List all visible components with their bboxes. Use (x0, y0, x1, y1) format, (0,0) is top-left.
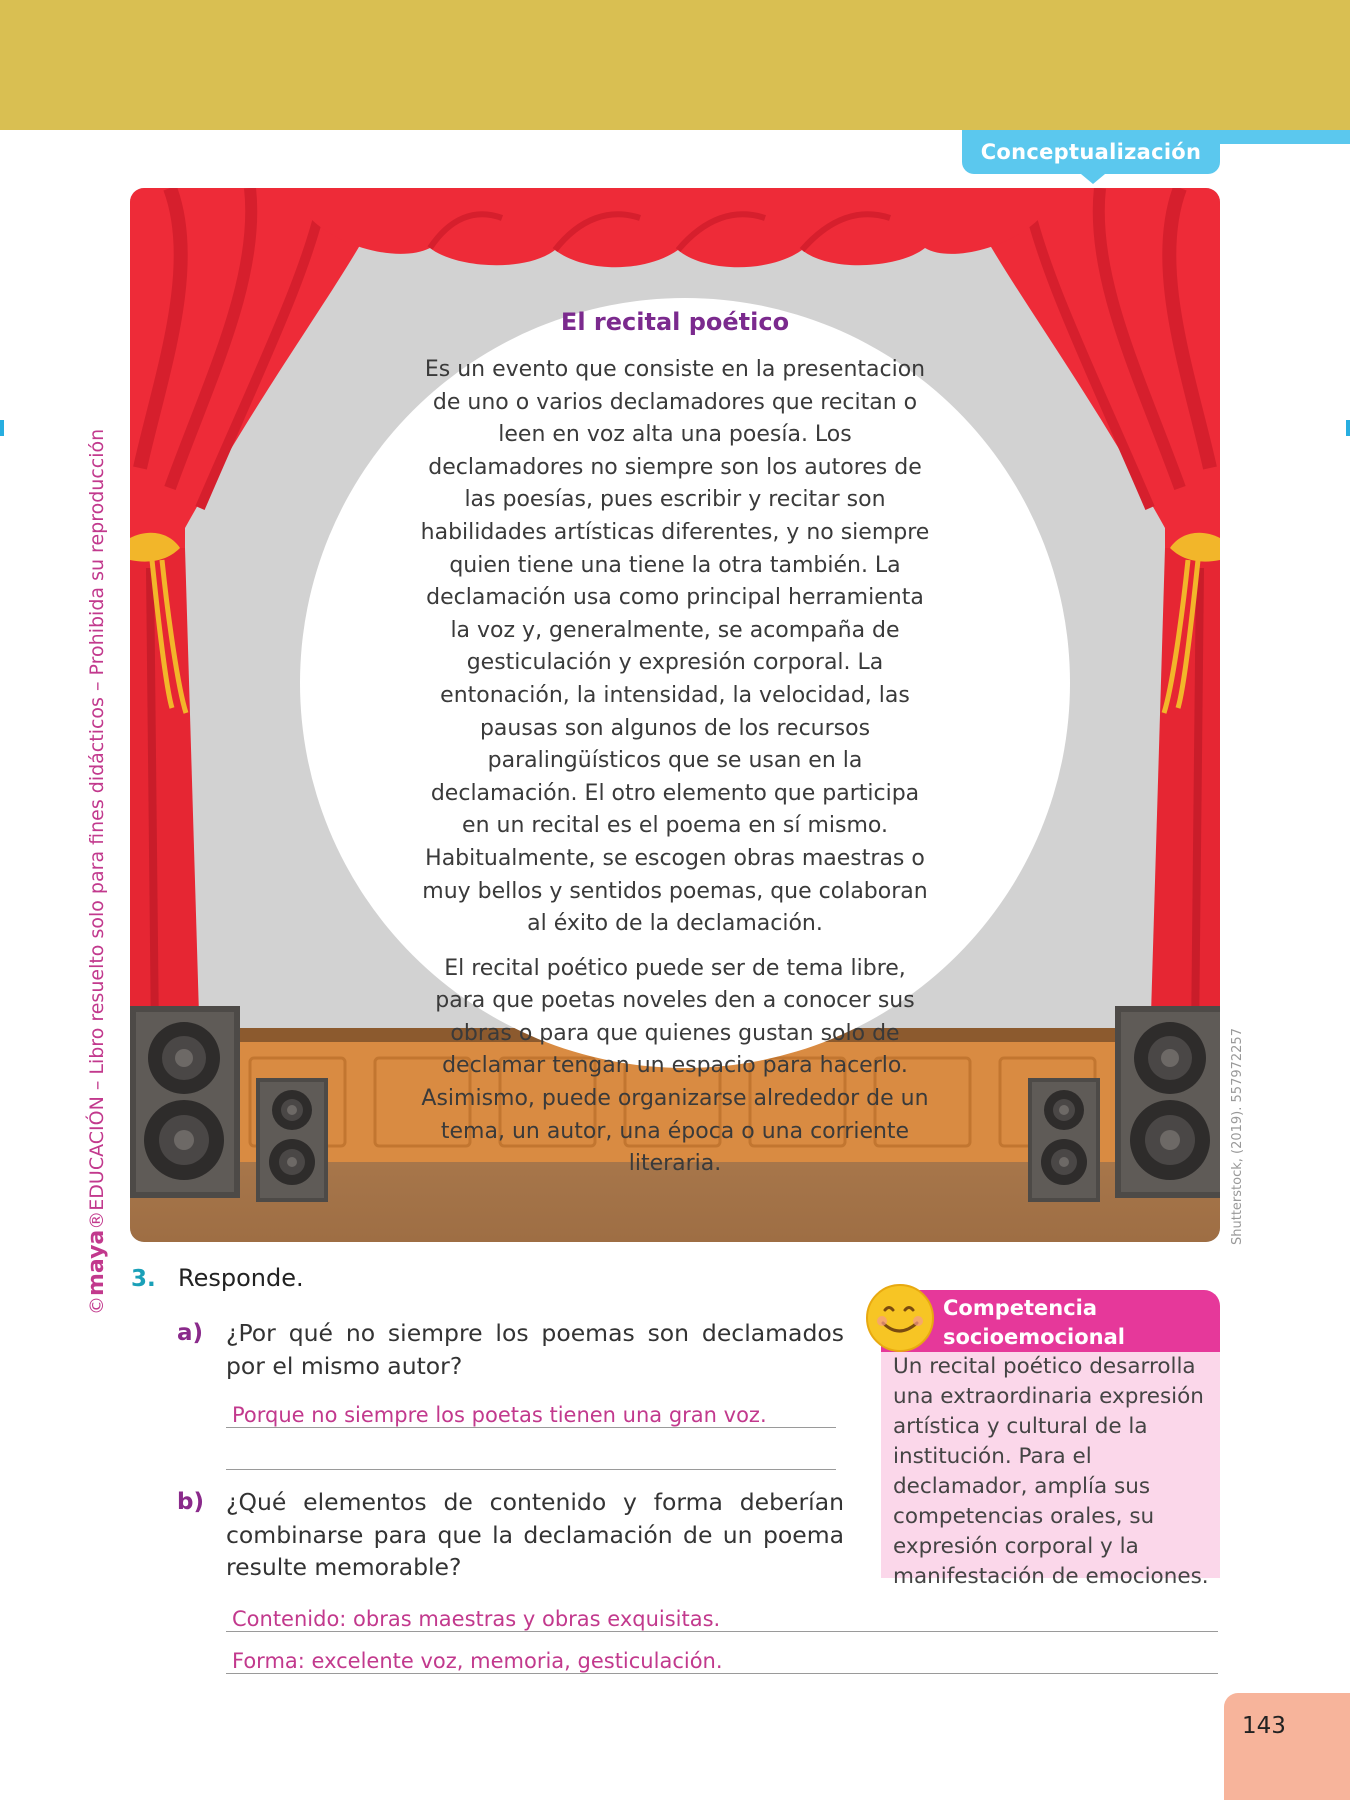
copyright-symbol: © (86, 1296, 108, 1315)
answer-a-line-1: Porque no siempre los poetas tienen una gran voz. (232, 1403, 767, 1427)
speaker-small-right (1028, 1078, 1100, 1202)
answer-a-rule-2 (226, 1469, 836, 1470)
photo-credit: Shutterstock, (2019). 557972257 (1230, 1028, 1245, 1245)
speaker-large-left (130, 1006, 240, 1198)
speaker-large-right (1115, 1006, 1220, 1198)
question-a-text: ¿Por qué no siempre los poemas son declamados por el mismo autor? (226, 1319, 844, 1380)
top-color-band (0, 0, 1350, 130)
speaker-small-left (256, 1078, 328, 1202)
page-number-box (1224, 1693, 1350, 1800)
article-title: El recital poético (560, 308, 790, 336)
section-tab-label: Conceptualización (980, 140, 1202, 164)
competencia-body: Un recital poético desarrolla una extraordinaria expresión artística y cultural de la institución. Para el declamador, amplía sus competencias orales, su expresión corporal y la manifestación de emociones. (881, 1352, 1220, 1578)
competencia-socioemocional-box (881, 1290, 1220, 1589)
edge-mark-right (1346, 420, 1350, 436)
competencia-title (943, 1294, 1125, 1352)
exercise-instruction: Responde. (178, 1264, 304, 1292)
brand-name: maya (84, 1229, 109, 1296)
credit-text: ®EDUCACIÓN – Libro resuelto solo para fines didácticos – Prohibida su reproducción (86, 428, 108, 1230)
competencia-title-line-1: Competencia (943, 1296, 1098, 1320)
question-b-letter: b) (177, 1489, 204, 1515)
page-number: 143 (1242, 1713, 1286, 1739)
answer-b-rule-1 (226, 1631, 1218, 1632)
article-paragraph-2: El recital poético puede ser de tema libre, para que poetas noveles den a conocer sus obras o para que quienes gustan solo de declamar tengan un espacio para hacerlo. Asimismo, puede organizarse alrededor de un tema, un autor, una época o una corriente literaria. (421, 955, 929, 1177)
competencia-title-line-2: socioemocional (943, 1325, 1125, 1349)
exercise-number: 3. (131, 1266, 156, 1292)
section-tab-strip (1210, 130, 1350, 144)
answer-b-rule-2 (226, 1673, 1218, 1674)
theater-stage-illustration (130, 188, 1220, 1242)
answer-b-line-1: Contenido: obras maestras y obras exquisitas. (232, 1607, 721, 1631)
circle-text-block (420, 308, 930, 1181)
question-b-text: ¿Qué elementos de contenido y forma deberían combinarse para que la declamación de un poema resulte memorable? (226, 1488, 844, 1581)
answer-a-rule-1 (226, 1427, 836, 1428)
edge-mark-left (0, 420, 4, 436)
smiley-face-icon (865, 1283, 935, 1353)
side-copyright-credit (84, 429, 109, 1315)
answer-b-line-2: Forma: excelente voz, memoria, gesticulación. (232, 1649, 723, 1673)
question-a-letter: a) (177, 1320, 204, 1346)
section-tab (962, 130, 1220, 174)
article-paragraph-1: Es un evento que consiste en la presentacion de uno o varios declamadores que recitan o leen en voz alta una poesía. Los declamadores no siempre son los autores de las poesías, pues escribir y recitar son habilidades artísticas diferentes, y no siempre quien tiene una tiene la otra también. La declamación usa como principal herramienta la voz y, generalmente, se acompaña de gesticulación y expresión corporal. La entonación, la intensidad, la velocidad, las pausas son algunos de los recursos paralingüísticos que se usan en la declamación. El otro elemento que participa en un recital es el poema en sí mismo. Habitualmente, se escogen obras maestras o muy bellos y sentidos poemas, que colaboran al éxito de la declamación. (420, 357, 930, 937)
